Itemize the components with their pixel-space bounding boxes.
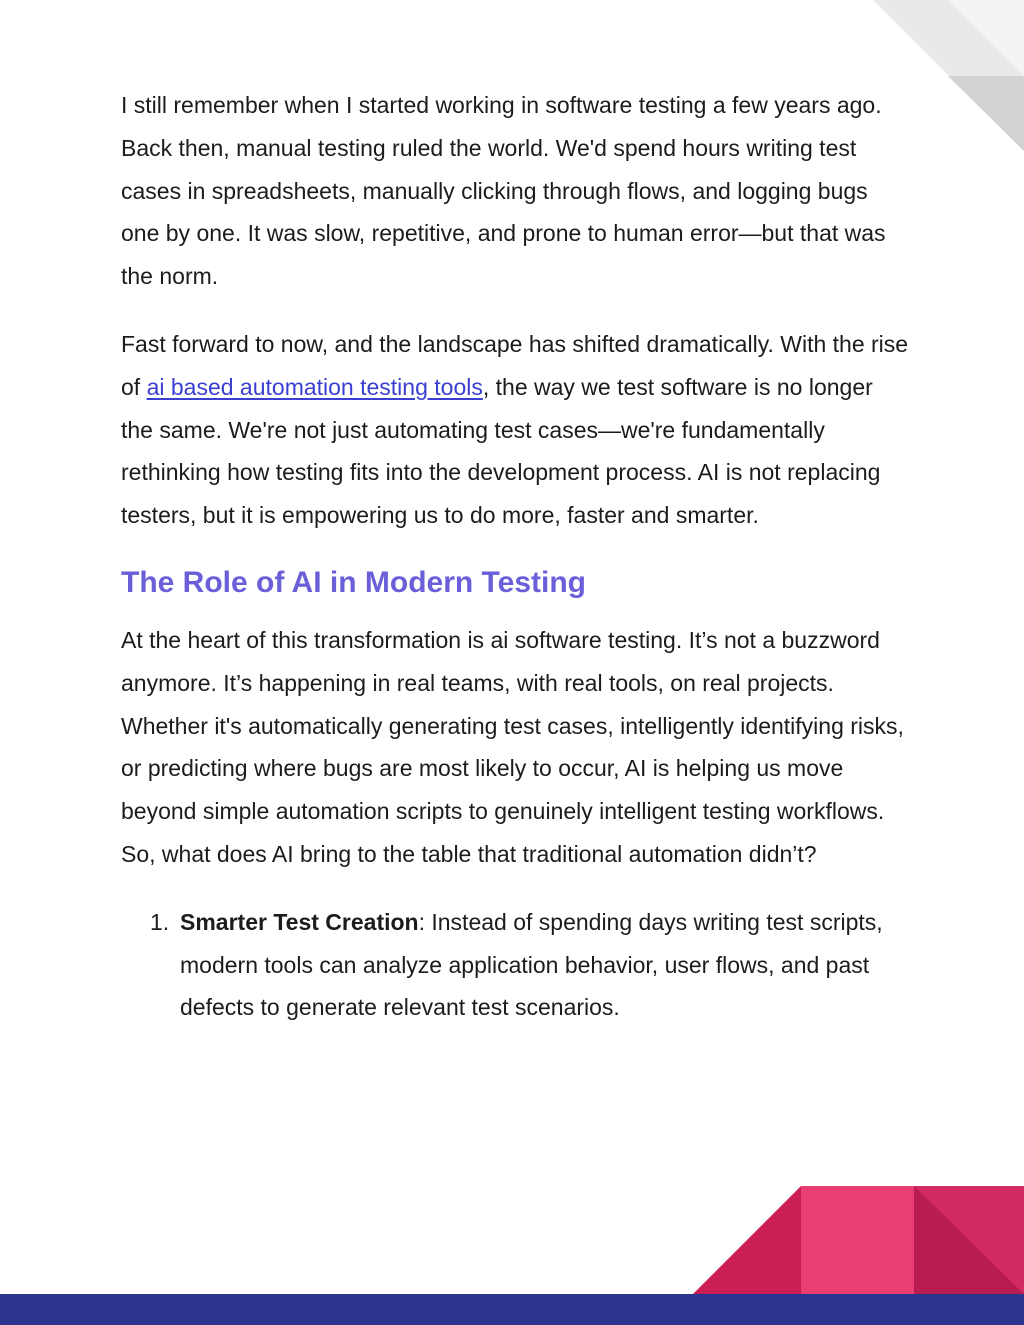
benefits-list bbox=[121, 901, 911, 1029]
document-body bbox=[121, 84, 911, 1029]
paragraph-landscape-after-link: , the way we test software is no longer the same. We're not just automating test cases—we're fundamentally rethinking how testing fits into the development process. AI is not replacing testers, but it is empowering us to do more, faster and smarter. bbox=[121, 373, 881, 529]
list-item-number: 1. bbox=[150, 908, 170, 935]
list-item bbox=[121, 901, 911, 1029]
section-heading: The Role of AI in Modern Testing bbox=[121, 565, 586, 599]
list-item-text: : Instead of spending days writing test scripts, modern tools can analyze application behavior, user flows, and past defects to generate relevant test scenarios. bbox=[180, 908, 883, 1021]
paragraph-question: So, what does AI bring to the table that traditional automation didn’t? bbox=[121, 840, 817, 867]
paragraph-intro: I still remember when I started working in software testing a few years ago. Back then, manual testing ruled the world. We'd spend hours writing test cases in spreadsheets, manually clicking through flows, and logging bugs one by one. It was slow, repetitive, and prone to human error—but that was the norm. bbox=[121, 92, 886, 290]
ai-tools-link[interactable]: ai based automation testing tools bbox=[146, 373, 483, 400]
bottom-right-pink-shapes bbox=[693, 1186, 1024, 1294]
paragraph-landscape-before-link: Fast forward to now, and the landscape has shifted dramatically. With the rise of bbox=[121, 330, 909, 400]
paragraph-heart: At the heart of this transformation is ai software testing. It’s not a buzzword anymore. It’s happening in real teams, with real tools, on real projects. Whether it's automatically generating test cases, intelligently identifying risks, or predicting where bugs are most likely to occur, AI is helping us move beyond simple automation scripts to genuinely intelligent testing workflows. bbox=[121, 626, 904, 825]
paragraph-landscape bbox=[121, 323, 911, 537]
list-item-title: Smarter Test Creation bbox=[180, 908, 419, 935]
bottom-bar bbox=[0, 1294, 1024, 1325]
